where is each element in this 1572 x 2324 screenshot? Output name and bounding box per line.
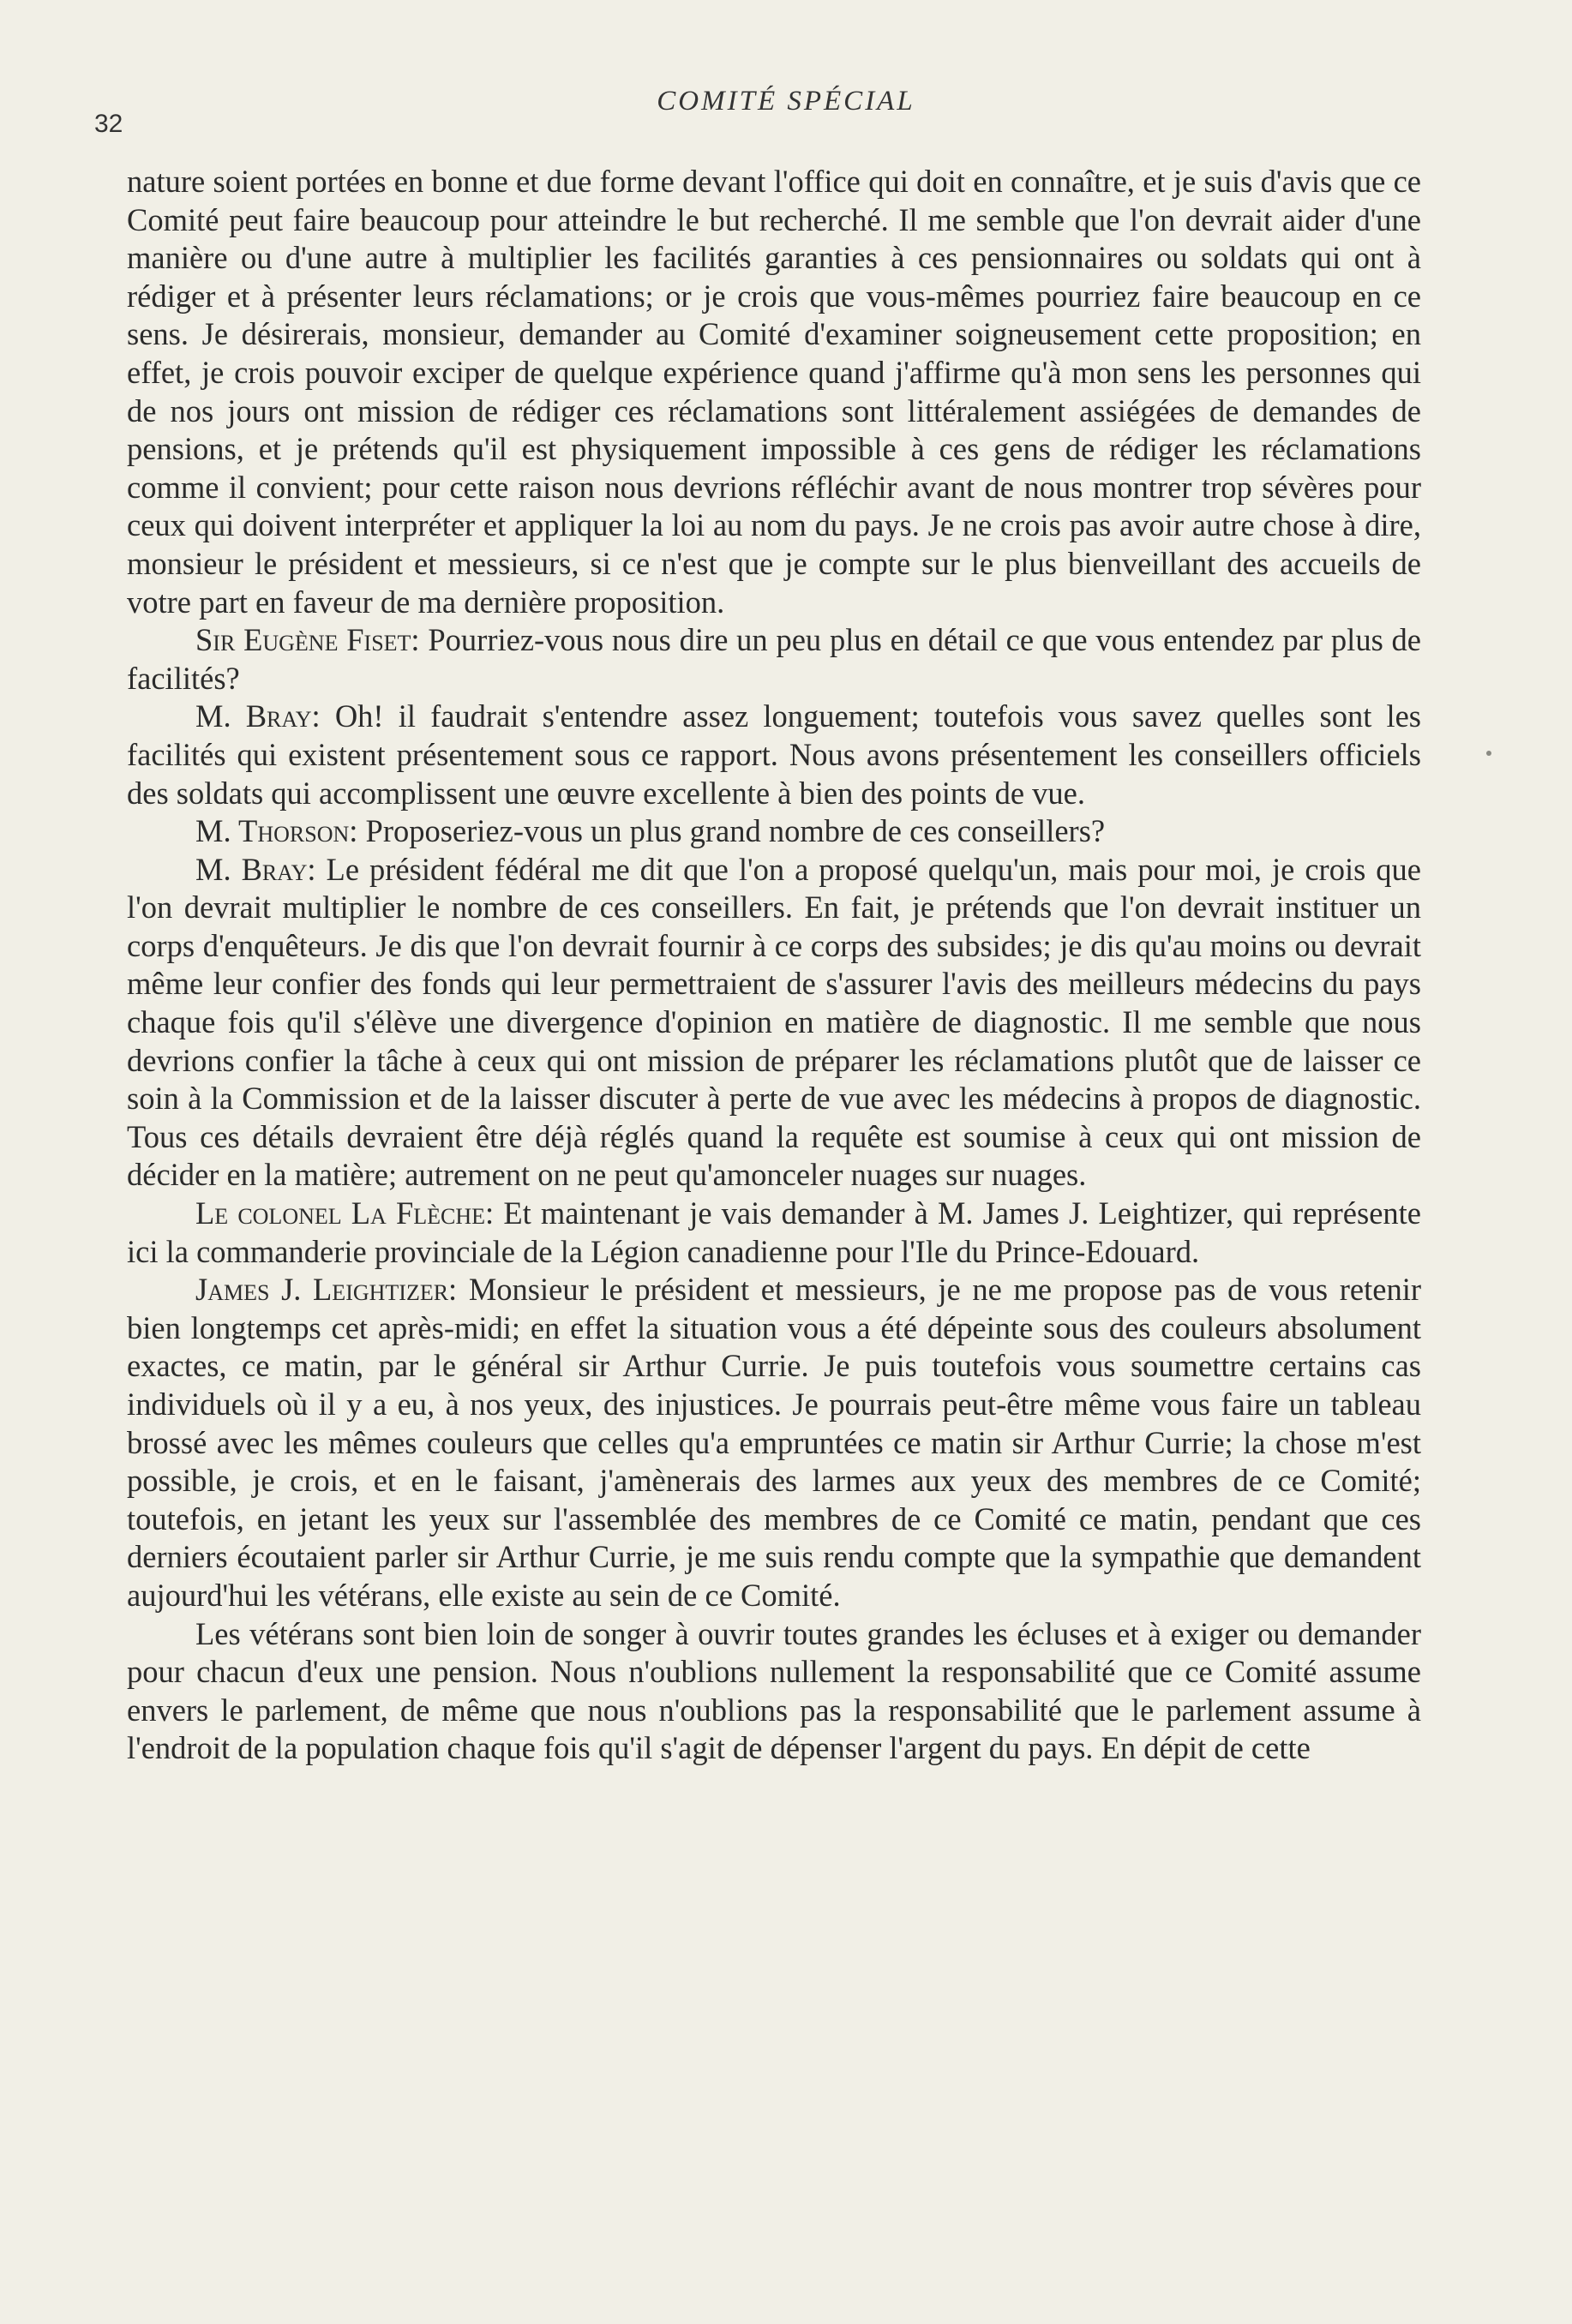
- paragraph-text: Proposeriez-vous un plus grand nombre de ces conseillers?: [365, 813, 1106, 849]
- paragraph-text: Les vétérans sont bien loin de songer à ouvrir toutes grandes les écluses et à exiger ou demander pour chacun d'eux une pension. Nous n'oublions nullement la responsabilité que ce Comité assume envers le parlement, de même que nous n'oublions pas la responsabilité que le parlement assume à l'endroit de la population chaque fois qu'il s'agit de dépenser l'argent du pays. En dépit de cette: [127, 1615, 1421, 1766]
- speaker-name: James J. Leightizer:: [195, 1272, 458, 1308]
- paragraph-text: Oh! il faudrait s'entendre assez longuement; toutefois vous savez quelles sont les facilités qui existent présentement sous ce rapport. Nous avons présentement les conseillers officiels des soldats qui accomplissent une œuvre excellente à bien des points de vue.: [127, 698, 1422, 811]
- running-head: COMITÉ SPÉCIAL: [657, 86, 915, 117]
- paragraph-text: Pourriez-vous nous dire un peu plus en détail ce que vous entendez par plus de facilités?: [127, 622, 1422, 696]
- paragraph-text: Le président fédéral me dit que l'on a proposé quelqu'un, mais pour moi, je crois que l'on devrait multiplier le nombre de ces conseillers. En fait, je prétends que l'on devrait instituer un corps d'enquêteurs. Je dis que l'on devrait fournir à ce corps des subsides; je dis qu'au moins ou devrait même leur confier des fonds qui leur permettraient de s'assurer l'avis des meilleurs médecins du pays chaque fois qu'il s'élève une divergence d'opinion en matière de diagnostic. Il me semble que nous devrions confier la tâche à ceux qui ont mission de préparer les réclamations plutôt que de laisser ce soin à la Commission et de la laisser discuter à perte de vue avec les médecins à propos de diagnostic. Tous ces détails devraient être déjà réglés quand la requête est soumise à ceux qui ont mission de décider en la matière; autrement on ne peut qu'amonceler nuages sur nuages.: [127, 851, 1421, 1193]
- paragraph: [127, 621, 1421, 698]
- page-number: 32: [94, 110, 123, 138]
- paragraph-text: nature soient portées en bonne et due forme devant l'office qui doit en connaître, et je suis d'avis que ce Comité peut faire beaucoup pour atteindre le but recherché. Il me semble que l'on devrait aider d'une manière ou d'une autre à multiplier les facilités garanties à ces pensionnaires ou soldats qui ont à rédiger et à présenter leurs réclamations; or je crois que vous-mêmes pourriez faire beaucoup en ce sens. Je désirerais, monsieur, demander au Comité d'examiner soigneusement cette proposition; en effet, je crois pouvoir exciper de quelque expérience quand j'affirme qu'à mon sens les personnes qui de nos jours ont mission de rédiger ces réclamations sont littéralement assiégées de demandes de pensions, et je prétends qu'il est physiquement impossible à ces gens de rédiger les réclamations comme il convient; pour cette raison nous devrions réfléchir avant de nous montrer trop sévères pour ceux qui doivent interpréter et appliquer la loi au nom du pays. Je ne crois pas avoir autre chose à dire, monsieur le président et messieurs, si ce n'est que je compte sur le plus bienveillant des accueils de votre part en faveur de ma dernière proposition.: [127, 164, 1421, 620]
- speaker-name: M. Thorson:: [195, 813, 358, 849]
- paragraph: [127, 698, 1421, 812]
- speaker-name: Sir Eugène Fiset:: [195, 622, 420, 658]
- paragraph-text: Et maintenant je vais demander à M. James J. Leightizer, qui représente ici la commanderie provinciale de la Légion canadienne pour l'Ile du Prince-Edouard.: [127, 1195, 1421, 1269]
- paragraph-text: Monsieur le président et messieurs, je ne me propose pas de vous retenir bien longtemps cet après-midi; en effet la situation vous a été dépeinte sous des couleurs absolument exactes, ce matin, par le général sir Arthur Currie. Je puis toutefois vous soumettre certains cas individuels où il y a eu, à nos yeux, des injustices. Je pourrais peut-être même vous faire un tableau brossé avec les mêmes couleurs que celles qu'a empruntées ce matin sir Arthur Currie; la chose m'est possible, je crois, et en le faisant, j'amènerais des larmes aux yeux des membres de ce Comité; toutefois, en jetant les yeux sur l'assemblée des membres de ce Comité ce matin, pendant que ces derniers écoutaient parler sir Arthur Currie, je me suis rendu compte que la sympathie que demandent aujourd'hui les vétérans, elle existe au sein de ce Comité.: [127, 1272, 1422, 1613]
- paragraph: [127, 1271, 1421, 1614]
- paragraph: [127, 812, 1421, 851]
- body-text: [127, 163, 1421, 1768]
- margin-mark: [1486, 751, 1491, 756]
- paragraph: [127, 1195, 1421, 1271]
- paragraph: [127, 1615, 1421, 1768]
- speaker-name: M. Bray:: [195, 698, 321, 734]
- speaker-name: Le colonel La Flèche:: [195, 1195, 495, 1231]
- speaker-name: M. Bray:: [195, 851, 316, 887]
- paragraph: [127, 163, 1421, 621]
- paragraph: [127, 851, 1421, 1195]
